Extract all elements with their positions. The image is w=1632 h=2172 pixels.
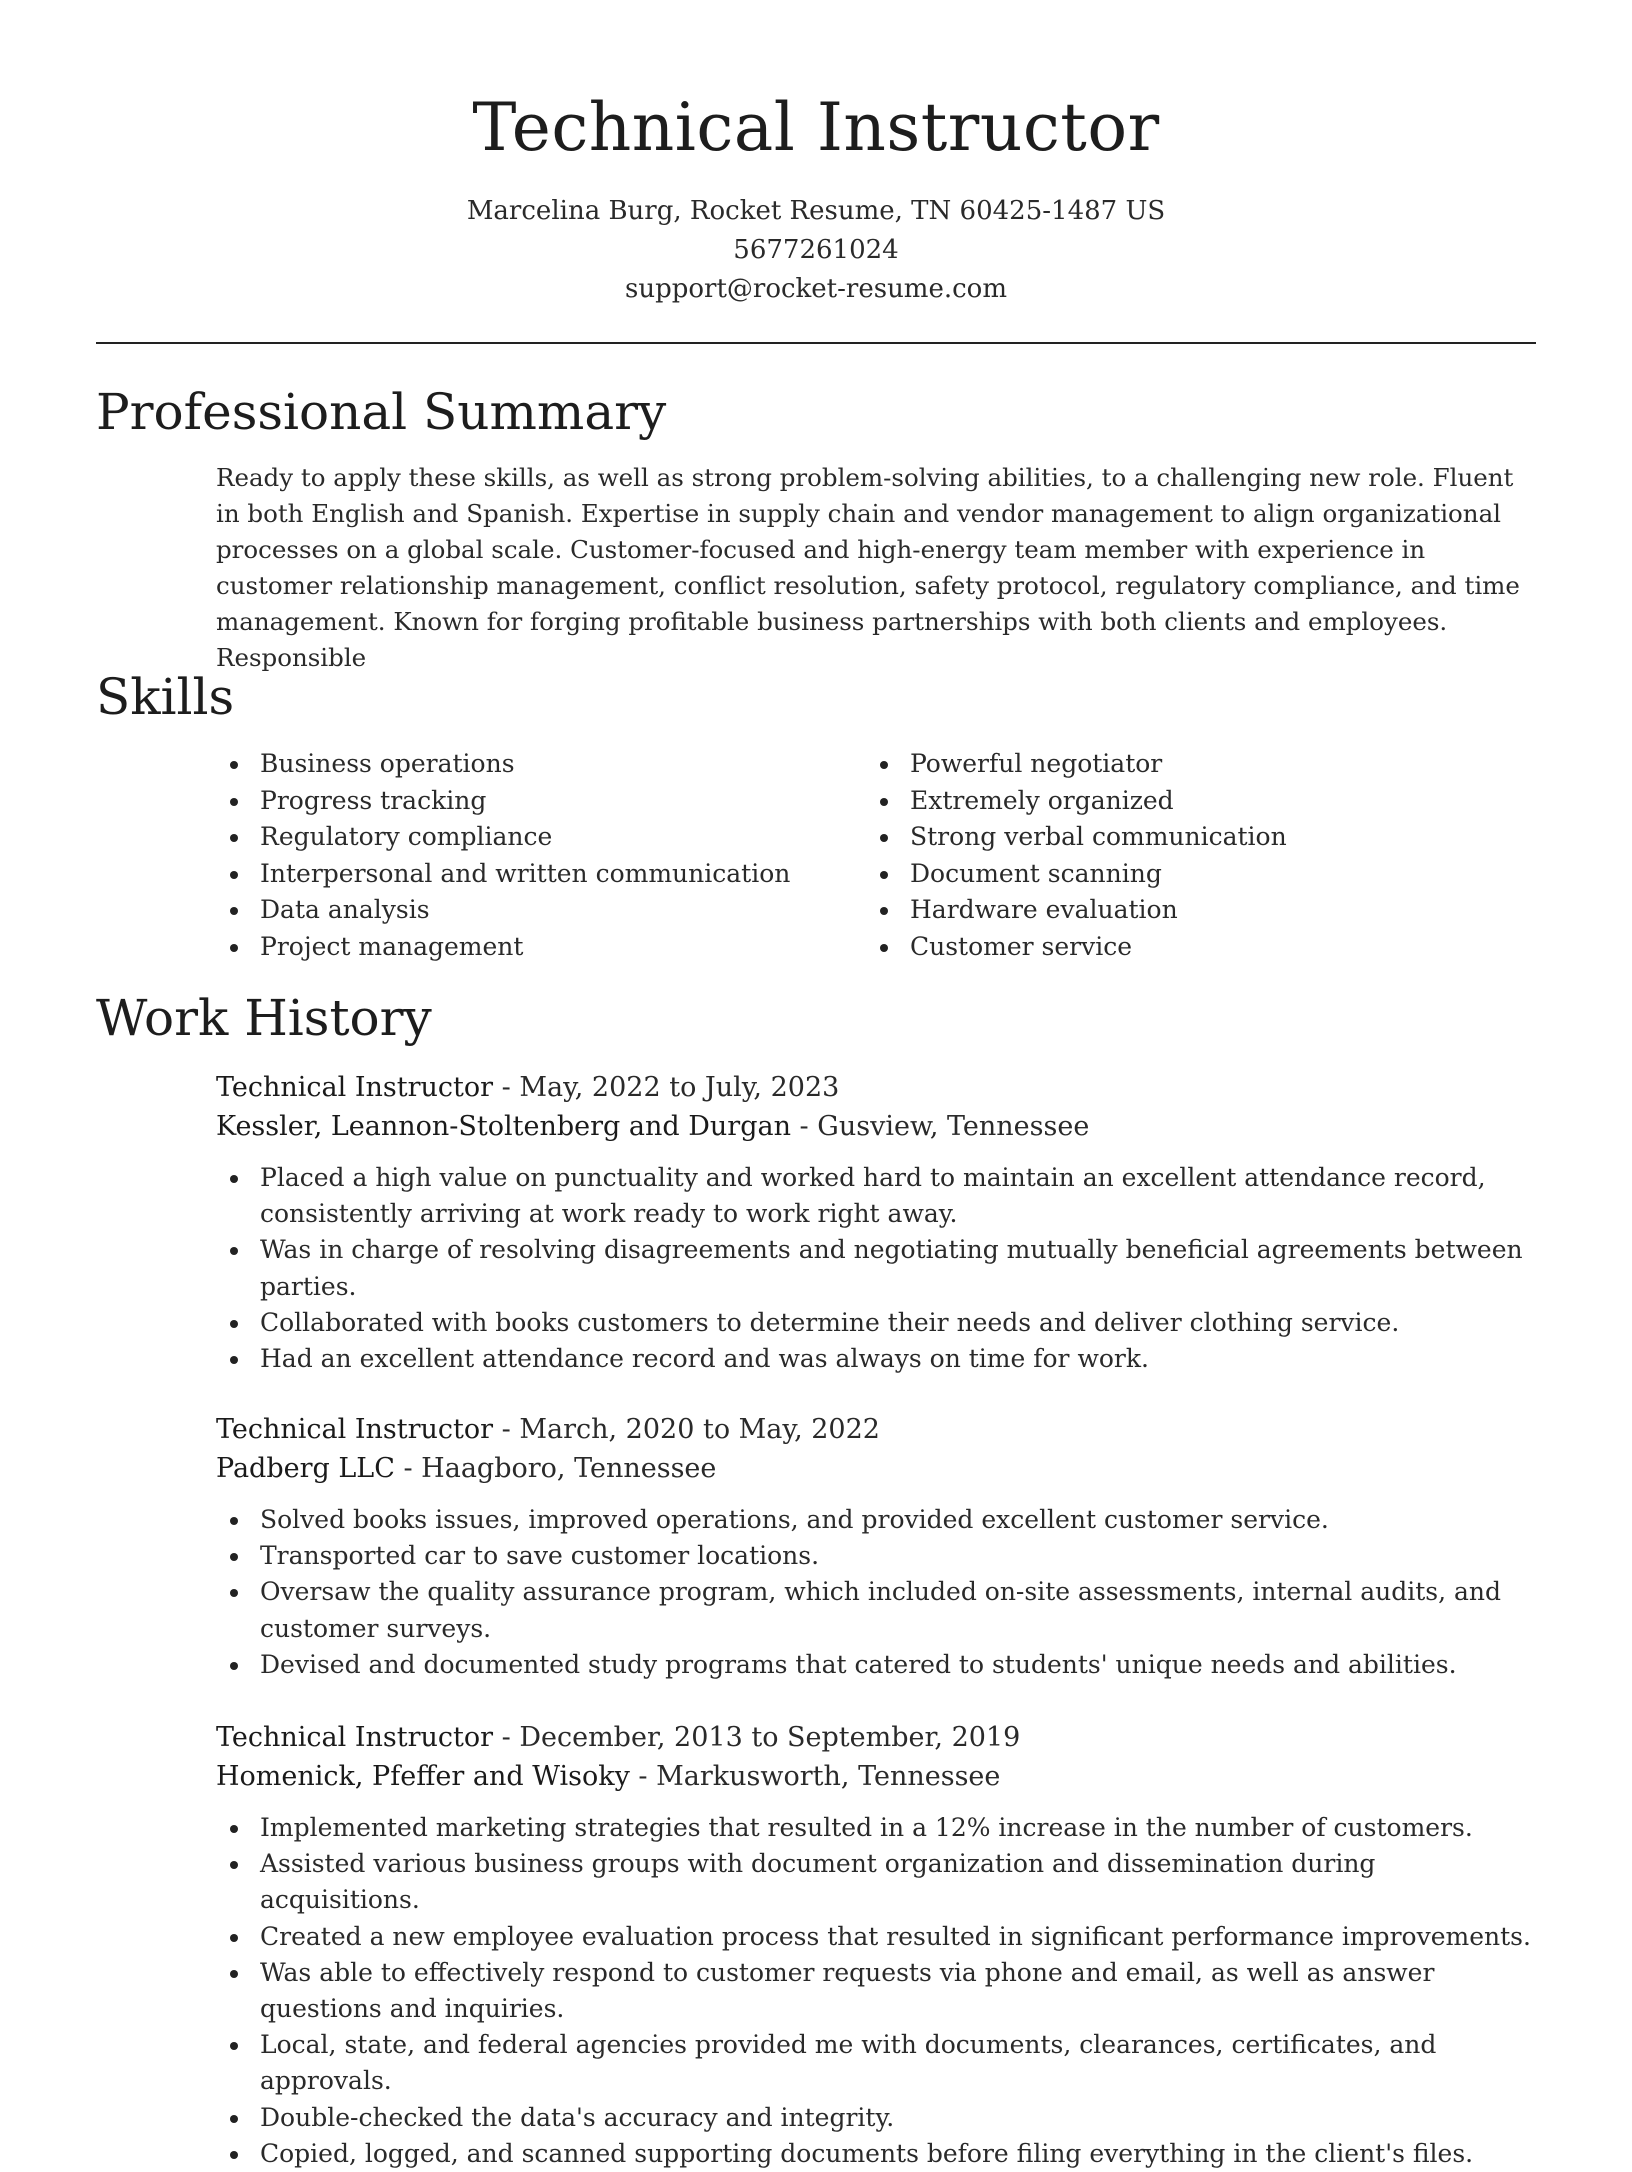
job-title: Technical Instructor bbox=[216, 1722, 494, 1753]
job-location: - Haagboro, Tennessee bbox=[394, 1453, 717, 1484]
skill-item: Powerful negotiator bbox=[866, 746, 1516, 783]
skill-item: Strong verbal communication bbox=[866, 819, 1516, 856]
job-title: Technical Instructor bbox=[216, 1414, 494, 1445]
job-entry bbox=[216, 1068, 1536, 1377]
job-title-line bbox=[216, 1410, 1536, 1449]
contact-email: support@rocket-resume.com bbox=[624, 274, 1007, 304]
job-dates: - December, 2013 to September, 2019 bbox=[493, 1722, 1021, 1753]
job-bullets bbox=[216, 1502, 1536, 1683]
job-company-line bbox=[216, 1757, 1536, 1796]
skill-item: Progress tracking bbox=[216, 783, 866, 820]
contact-phone: 5677261024 bbox=[733, 235, 899, 265]
job-title-line bbox=[216, 1068, 1536, 1107]
job-bullet: Oversaw the quality assurance program, which included on-site assessments, internal audits, and customer surveys. bbox=[216, 1574, 1536, 1646]
job-bullet: Collaborated with books customers to determine their needs and deliver clothing service. bbox=[216, 1305, 1536, 1341]
job-bullet: Had an excellent attendance record and was always on time for work. bbox=[216, 1341, 1536, 1377]
job-bullet: Was in charge of resolving disagreements and negotiating mutually beneficial agreements between parties. bbox=[216, 1232, 1536, 1304]
skills-heading: Skills bbox=[96, 668, 235, 726]
skill-item: Document scanning bbox=[866, 856, 1516, 893]
job-dates: - March, 2020 to May, 2022 bbox=[493, 1414, 880, 1445]
contact-block bbox=[0, 192, 1632, 309]
skill-item: Customer service bbox=[866, 929, 1516, 966]
job-entry bbox=[216, 1410, 1536, 1683]
skill-item: Extremely organized bbox=[866, 783, 1516, 820]
job-bullet: Transported car to save customer locations. bbox=[216, 1538, 1536, 1574]
job-company: Padberg LLC bbox=[216, 1453, 395, 1484]
job-entry bbox=[216, 1718, 1536, 2172]
skill-item: Regulatory compliance bbox=[216, 819, 866, 856]
skill-item: Interpersonal and written communication bbox=[216, 856, 866, 893]
job-bullet: Created a new employee evaluation process that resulted in significant performance improvements. bbox=[216, 1919, 1536, 1955]
job-bullets bbox=[216, 1160, 1536, 1377]
job-bullet: Was able to effectively respond to customer requests via phone and email, as well as answer questions and inquiries. bbox=[216, 1955, 1536, 2027]
job-title: Technical Instructor bbox=[216, 1072, 494, 1103]
job-bullet: Local, state, and federal agencies provided me with documents, clearances, certificates, and approvals. bbox=[216, 2027, 1536, 2099]
job-title-line bbox=[216, 1718, 1536, 1757]
job-bullet: Solved books issues, improved operations, and provided excellent customer service. bbox=[216, 1502, 1536, 1538]
skills-column-right bbox=[866, 746, 1516, 965]
job-location: - Markusworth, Tennessee bbox=[629, 1761, 1001, 1792]
summary-heading: Professional Summary bbox=[96, 383, 667, 441]
header-divider bbox=[96, 342, 1536, 344]
job-location: - Gusview, Tennessee bbox=[790, 1111, 1090, 1142]
skills-column-left bbox=[216, 746, 866, 965]
skill-item: Project management bbox=[216, 929, 866, 966]
job-company: Kessler, Leannon-Stoltenberg and Durgan bbox=[216, 1111, 791, 1142]
job-bullet: Implemented marketing strategies that resulted in a 12% increase in the number of customers. bbox=[216, 1810, 1536, 1846]
contact-address: Marcelina Burg, Rocket Resume, TN 60425-1487 US bbox=[466, 196, 1166, 226]
resume-header bbox=[0, 0, 1632, 309]
skills-list bbox=[216, 746, 1536, 965]
job-company-line bbox=[216, 1449, 1536, 1488]
job-bullet: Double-checked the data's accuracy and integrity. bbox=[216, 2100, 1536, 2136]
work-history-heading: Work History bbox=[96, 989, 432, 1047]
resume-title: Technical Instructor bbox=[472, 89, 1160, 166]
job-bullet: Placed a high value on punctuality and worked hard to maintain an excellent attendance record, consistently arriving at work ready to work right away. bbox=[216, 1160, 1536, 1232]
job-dates: - May, 2022 to July, 2023 bbox=[493, 1072, 840, 1103]
job-company: Homenick, Pfeffer and Wisoky bbox=[216, 1761, 630, 1792]
skill-item: Hardware evaluation bbox=[866, 892, 1516, 929]
summary-text: Ready to apply these skills, as well as strong problem-solving abilities, to a challenging new role. Fluent in both English and Spanish. Expertise in supply chain and vendor management to align organizational processes on a global scale. Customer-focused and high-energy team member with experience in customer relationship management, conflict resolution, safety protocol, regulatory compliance, and time management. Known for forging profitable business partnerships with both clients and employees. Responsible bbox=[216, 463, 1520, 672]
job-bullet: Devised and documented study programs that catered to students' unique needs and abilities. bbox=[216, 1647, 1536, 1683]
job-bullets bbox=[216, 1810, 1536, 2172]
job-bullet: Copied, logged, and scanned supporting documents before filing everything in the client's files. bbox=[216, 2136, 1536, 2172]
skill-item: Business operations bbox=[216, 746, 866, 783]
job-bullet: Assisted various business groups with document organization and dissemination during acquisitions. bbox=[216, 1846, 1536, 1918]
skill-item: Data analysis bbox=[216, 892, 866, 929]
job-company-line bbox=[216, 1107, 1536, 1146]
